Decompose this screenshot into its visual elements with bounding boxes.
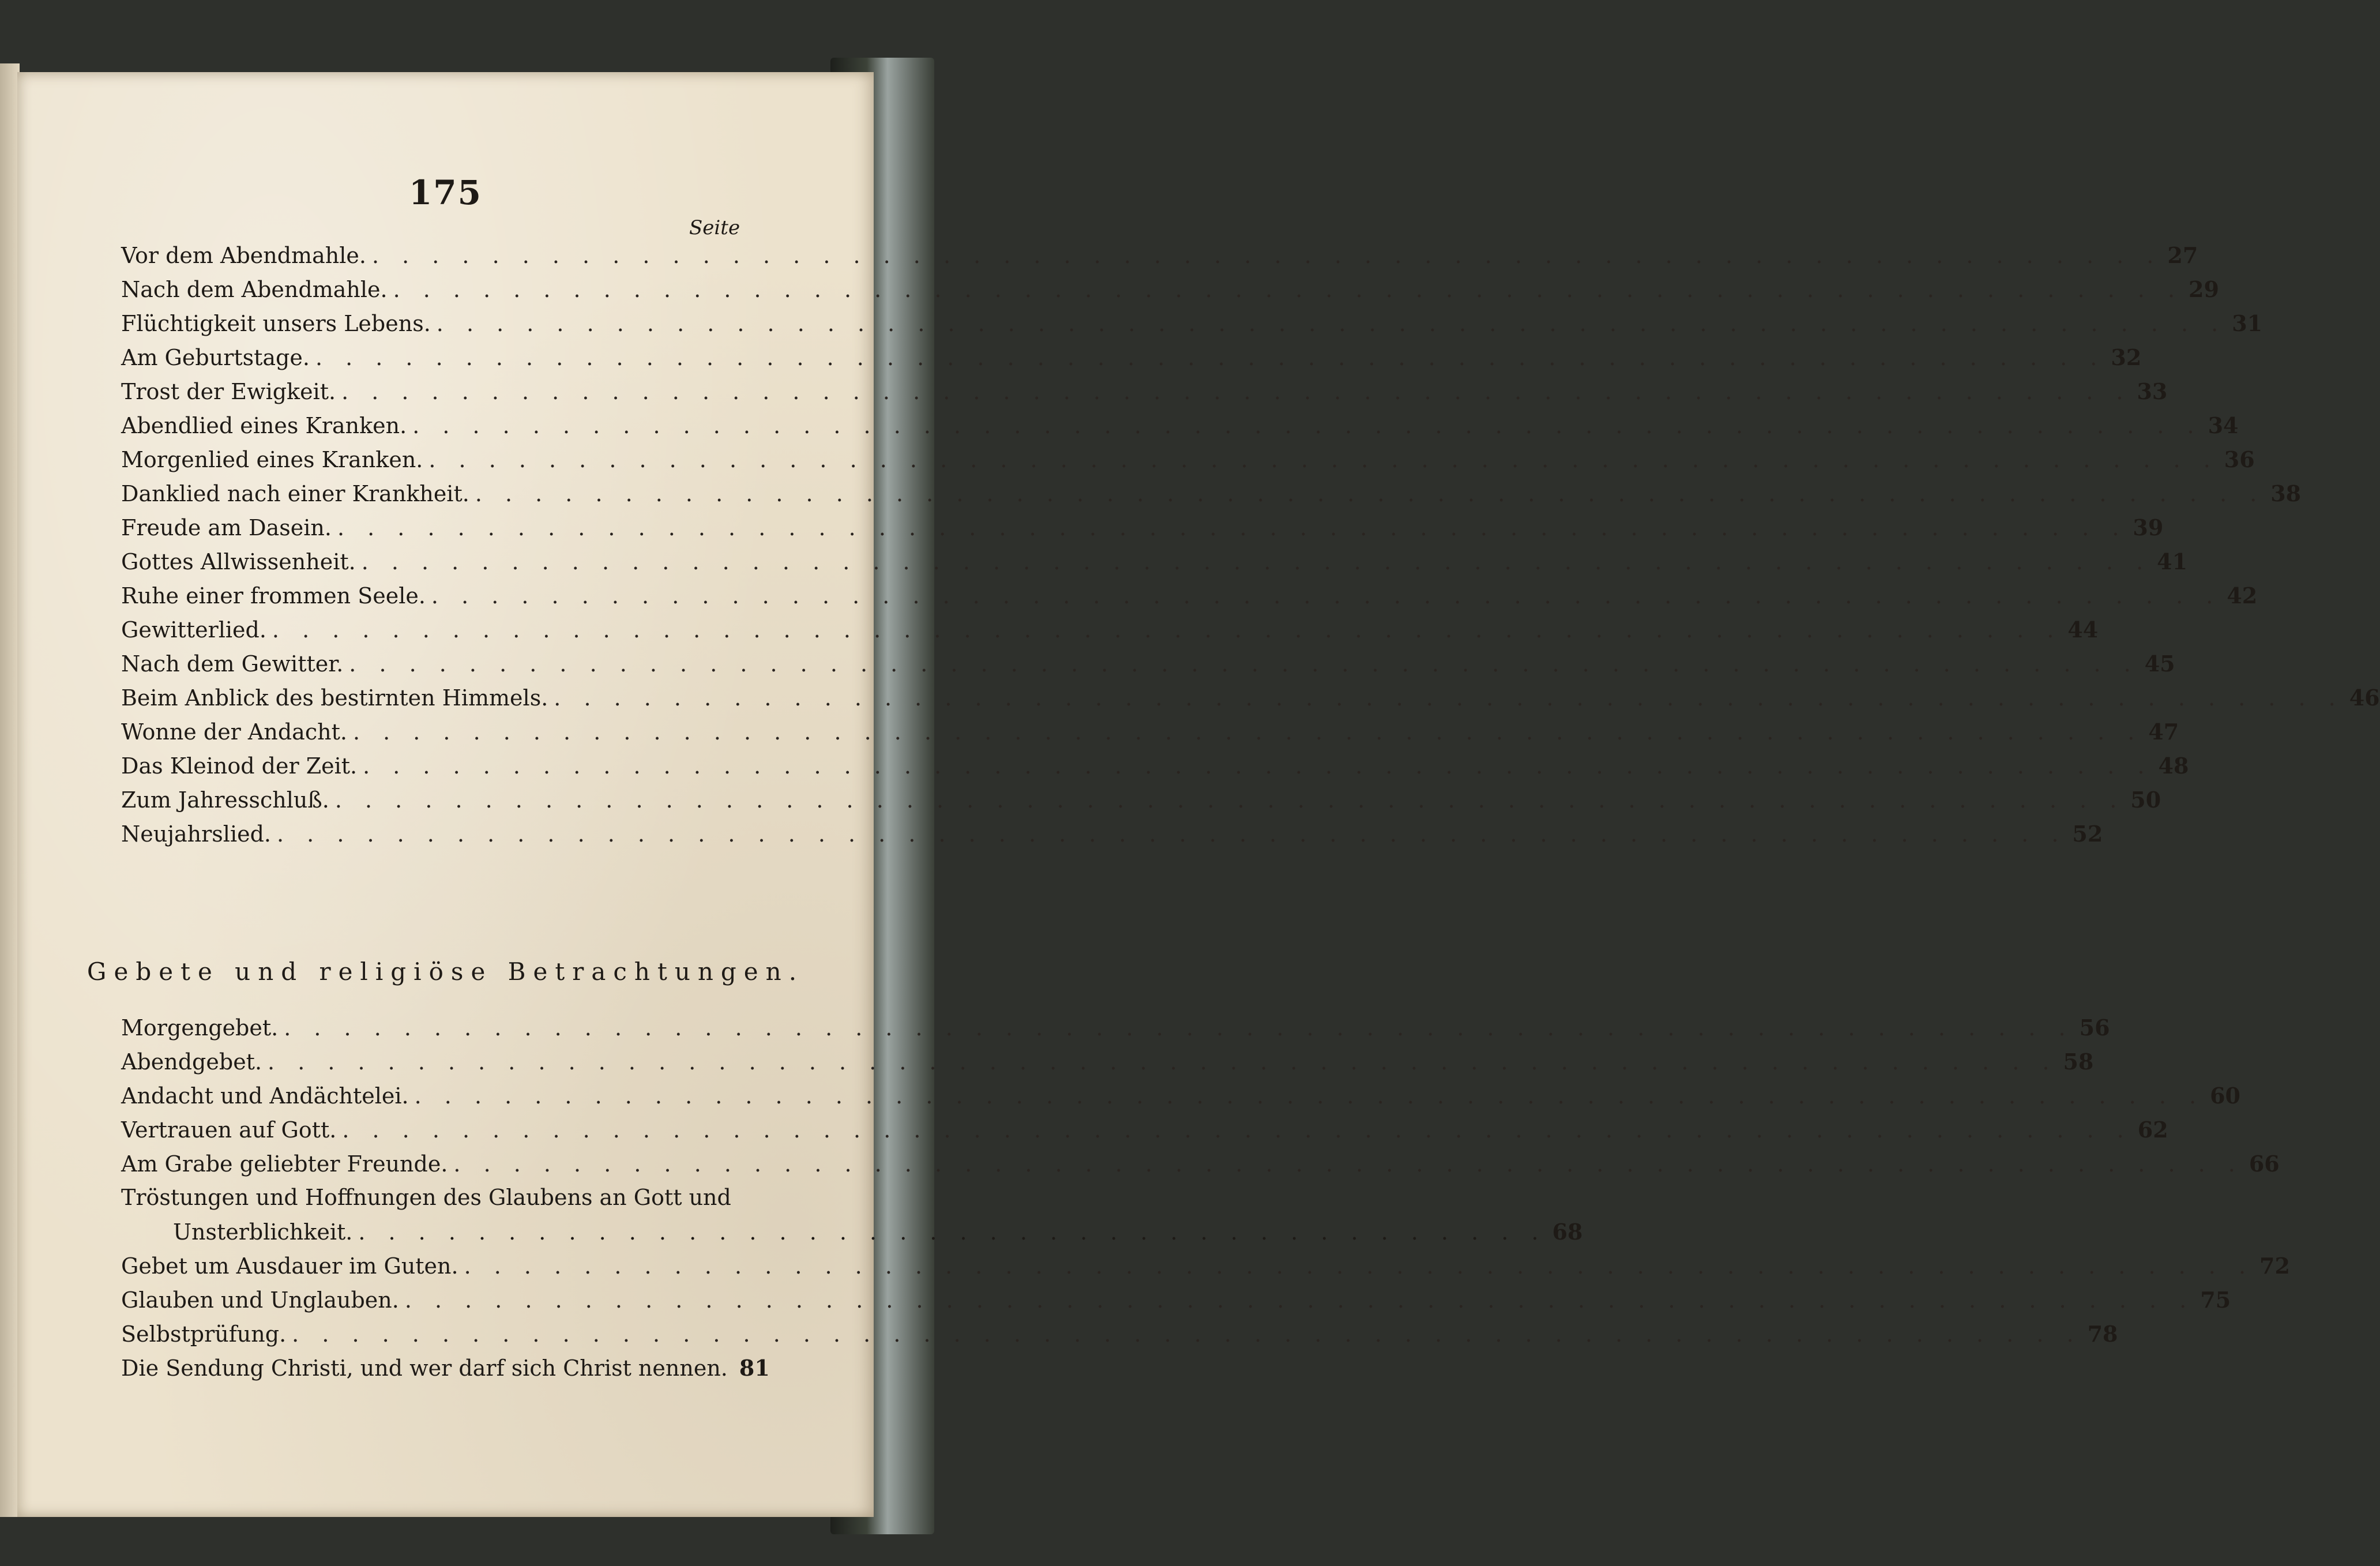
toc-entry xyxy=(121,1113,2168,1147)
toc-entry-page: 31 xyxy=(2232,310,2263,336)
toc-entry-page: 45 xyxy=(2144,651,2175,677)
facing-page-edge xyxy=(0,63,20,1517)
toc-list-prayers xyxy=(121,1011,2290,1385)
toc-entry-title: Die Sendung Christi, und wer darf sich Christ nennen. xyxy=(121,1355,728,1381)
toc-entry-page: 34 xyxy=(2208,412,2239,438)
toc-entry-title: Gebet um Ausdauer im Guten. xyxy=(121,1253,458,1279)
toc-entry xyxy=(121,238,2198,272)
toc-entry-page: 38 xyxy=(2270,480,2302,506)
dot-leader: . . . . . . . . . . . . . . . . . . . . . . . . . . . . . . . . . . . . . . . . . . . . . . . . . . . . . . . . . . . . xyxy=(393,277,2183,302)
toc-entry xyxy=(121,306,2263,340)
toc-entry-page: 72 xyxy=(2259,1253,2290,1279)
toc-entry-title: Zum Jahresschluß. xyxy=(121,787,329,813)
toc-entry xyxy=(121,1079,2240,1113)
dot-leader: . . . . . . . . . . . . . . . . . . . . . . . . . . . . . . . . . . . . . . . . . . . . . . . . . . . . . . . . . . . . xyxy=(428,447,2219,472)
toc-entry-page: 42 xyxy=(2227,583,2258,609)
toc-entry-title: Gewitterlied. xyxy=(121,617,266,643)
toc-entry-page: 66 xyxy=(2249,1151,2280,1177)
toc-entry-title: Morgengebet. xyxy=(121,1015,279,1041)
toc-entry-page: 46 xyxy=(2349,685,2380,711)
toc-entry xyxy=(121,749,2189,783)
toc-entry-title: Freude am Dasein. xyxy=(121,515,332,540)
toc-entry-page: 68 xyxy=(1552,1219,1583,1245)
toc-entry xyxy=(121,1011,2110,1045)
toc-entry xyxy=(121,272,2219,306)
page-column-label: Seite xyxy=(689,216,740,239)
dot-leader: . . . . . . . . . . . . . . . . . . . . . . . . . . . . . . . . . . . . . . . . . . . . . . . . . . . . . . . . . . . . xyxy=(268,1049,2058,1075)
toc-entry xyxy=(121,374,2168,408)
toc-entry-page: 52 xyxy=(2072,821,2103,847)
toc-entry-page: 60 xyxy=(2210,1083,2240,1109)
toc-entry-page: 39 xyxy=(2133,515,2164,540)
dot-leader: . . . . . . . . . . . . . . . . . . . . . . . . . . . . . . . . . . . . . . . . . . . . . . . . . . . . . . . . . . . . xyxy=(342,1117,2132,1143)
toc-entry-title: Das Kleinod der Zeit. xyxy=(121,753,358,779)
dot-leader: . . . . . . . . . . . . . . . . . . . . . . . . . . . . . . . . . . . . . . . . . . . . . . . . . . . . . . . . . . . . xyxy=(414,1083,2205,1109)
dot-leader: . . . . . . . . . . . . . . . . . . . . . . . . . . . . . . . . . . . . . . . . xyxy=(358,1219,1547,1245)
toc-entry-title: Vertrauen auf Gott. xyxy=(121,1117,337,1143)
toc-entry-page: 41 xyxy=(2157,549,2188,574)
dot-leader: . . . . . . . . . . . . . . . . . . . . . . . . . . . . . . . . . . . . . . . . . . . . . . . . . . . . . . . . . . . . xyxy=(363,753,2153,779)
toc-entry-title: Tröstungen und Hoffnungen des Glaubens an Gott und xyxy=(121,1185,731,1210)
toc-entry-page: 27 xyxy=(2167,242,2198,268)
dot-leader: . . . . . . . . . . . . . . . . . . . . . . . . . . . . . . . . . . . . . . . . . . . . . . . . . . . . . . . . . . . . xyxy=(412,413,2202,438)
toc-entry xyxy=(121,442,2255,476)
toc-entry xyxy=(121,340,2142,374)
dot-leader: . . . . . . . . . . . . . . . . . . . . . . . . . . . . . . . . . . . . . . . . . . . . . . . . . . . . . . . . . . . . xyxy=(436,311,2227,336)
toc-entry-title: Nach dem Abendmahle. xyxy=(121,277,388,302)
page-number: 175 xyxy=(408,173,483,212)
toc-entry-title: Abendlied eines Kranken. xyxy=(121,413,407,438)
toc-entry-page: 78 xyxy=(2087,1321,2118,1347)
dot-leader: . . . . . . . . . . . . . . . . . . . . . . . . . . . . . . . . . . . . . . . . . . . . . . . . . . . . . . . . . . . . xyxy=(277,821,2067,847)
toc-entry-page: 81 xyxy=(739,1355,770,1381)
toc-entry xyxy=(121,1283,2231,1317)
dot-leader: . . . . . . . . . . . . . . . . . . . . . . . . . . . . . . . . . . . . . . . . . . . . . . . . . . . . . . . . . . . . xyxy=(352,719,2143,745)
toc-entry-page: 56 xyxy=(2079,1015,2110,1041)
toc-entry xyxy=(121,1317,2118,1351)
toc-entry xyxy=(121,408,2239,442)
toc-entry xyxy=(121,1249,2290,1283)
dot-leader: . . . . . . . . . . . . . . . . . . . . . . . . . . . . . . . . . . . . . . . . . . . . . . . . . . . . . . . . . . . . xyxy=(337,515,2127,540)
dot-leader: . . . . . . . . . . . . . . . . . . . . . . . . . . . . . . . . . . . . . . . . . . . . . . . . . . . . . . . . . . . . xyxy=(292,1321,2082,1347)
dot-leader: . . . . . . . . . . . . . . . . . . . . . . . . . . . . . . . . . . . . . . . . . . . . . . . . . . . . . . . . . . . . xyxy=(554,685,2344,711)
toc-entry-page: 47 xyxy=(2148,719,2179,745)
toc-entry xyxy=(121,544,2188,579)
toc-entry-title: Vor dem Abendmahle. xyxy=(121,243,366,268)
toc-entry xyxy=(121,715,2179,749)
toc-entry-title: Morgenlied eines Kranken. xyxy=(121,447,423,472)
toc-entry-page: 44 xyxy=(2067,617,2099,643)
dot-leader: . . . . . . . . . . . . . . . . . . . . . . . . . . . . . . . . . . . . . . . . . . . . . . . . . . . . . . . . . . . . xyxy=(361,549,2152,574)
section-heading: Gebete und religiöse Betrachtungen. xyxy=(87,957,804,986)
dot-leader: . . . . . . . . . . . . . . . . . . . . . . . . . . . . . . . . . . . . . . . . . . . . . . . . . . . . . . . . . . . . xyxy=(334,787,2125,813)
dot-leader: . . . . . . . . . . . . . . . . . . . . . . . . . . . . . . . . . . . . . . . . . . . . . . . . . . . . . . . . . . . . xyxy=(404,1287,2195,1313)
toc-list xyxy=(121,238,2380,851)
toc-entry-page: 48 xyxy=(2158,753,2189,779)
dot-leader: . . . . . . . . . . . . . . . . . . . . . . . . . . . . . . . . . . . . . . . . . . . . . . . . . . . . . . . . . . . . xyxy=(284,1015,2074,1041)
toc-entry-multiline xyxy=(121,1181,1583,1249)
toc-entry-page: 75 xyxy=(2200,1287,2231,1313)
dot-leader: . . . . . . . . . . . . . . . . . . . . . . . . . . . . . . . . . . . . . . . . . . . . . . . . . . . . . . . . . . . . xyxy=(475,481,2265,506)
toc-entry-page: 32 xyxy=(2111,344,2142,370)
toc-entry xyxy=(121,579,2258,613)
toc-entry-title: Am Grabe geliebter Freunde. xyxy=(121,1151,448,1177)
dot-leader: . . . . . . . . . . . . . . . . . . . . . . . . . . . . . . . . . . . . . . . . . . . . . . . . . . . . . . . . . . . . xyxy=(453,1151,2243,1177)
toc-entry-title: Ruhe einer frommen Seele. xyxy=(121,583,426,609)
dot-leader: . . . . . . . . . . . . . . . . . . . . . . . . . . . . . . . . . . . . . . . . . . . . . . . . . . . . . . . . . . . . xyxy=(349,651,2139,677)
dot-leader: . . . . . . . . . . . . . . . . . . . . . . . . . . . . . . . . . . . . . . . . . . . . . . . . . . . . . . . . . . . . xyxy=(464,1253,2254,1279)
dot-leader: . . . . . . . . . . . . . . . . . . . . . . . . . . . . . . . . . . . . . . . . . . . . . . . . . . . . . . . . . . . . xyxy=(315,345,2105,370)
dot-leader: . . . . . . . . . . . . . . . . . . . . . . . . . . . . . . . . . . . . . . . . . . . . . . . . . . . . . . . . . . . . xyxy=(341,379,2131,404)
toc-entry-title: Flüchtigkeit unsers Lebens. xyxy=(121,311,431,336)
book-page xyxy=(17,72,2380,1517)
toc-entry-title-continued: Unsterblichkeit. xyxy=(173,1219,353,1245)
toc-entry xyxy=(121,817,2103,851)
toc-entry-title: Gottes Allwissenheit. xyxy=(121,549,356,574)
toc-entry xyxy=(121,1351,770,1385)
toc-entry-title: Neujahrslied. xyxy=(121,821,271,847)
toc-entry-page: 33 xyxy=(2137,378,2168,404)
toc-entry xyxy=(121,476,2302,510)
toc-entry-title: Selbstprüfung. xyxy=(121,1321,287,1347)
toc-entry-title: Wonne der Andacht. xyxy=(121,719,347,745)
dot-leader: . . . . . . . . . . . . . . . . . . . . . . . . . . . . . . . . . . . . . . . . . . . . . . . . . . . . . . . . . . . . xyxy=(431,583,2221,609)
toc-entry xyxy=(121,681,2380,715)
toc-entry-page: 36 xyxy=(2224,446,2255,472)
toc-entry-title: Beim Anblick des bestirnten Himmels. xyxy=(121,685,548,711)
toc-entry xyxy=(121,613,2099,647)
toc-entry-page: 29 xyxy=(2189,276,2219,302)
toc-entry-title: Trost der Ewigkeit. xyxy=(121,379,336,404)
toc-entry-title: Am Geburtstage. xyxy=(121,345,310,370)
toc-entry-page: 58 xyxy=(2063,1049,2094,1075)
toc-entry-page: 62 xyxy=(2137,1117,2168,1143)
toc-entry-title: Abendgebet. xyxy=(121,1049,262,1075)
dot-leader: . . . . . . . . . . . . . . . . . . . . . . . . . . . . . . . . . . . . . . . . . . . . . . . . . . . . . . . . . . . . xyxy=(272,617,2062,643)
toc-entry xyxy=(121,510,2164,544)
toc-entry-title: Andacht und Andächtelei. xyxy=(121,1083,409,1109)
toc-entry xyxy=(121,647,2175,681)
toc-entry xyxy=(121,783,2161,817)
toc-entry xyxy=(121,1045,2094,1079)
toc-entry xyxy=(121,1147,2280,1181)
toc-entry-title: Glauben und Unglauben. xyxy=(121,1287,399,1313)
toc-entry-page: 50 xyxy=(2130,787,2161,813)
dot-leader: . . . . . . . . . . . . . . . . . . . . . . . . . . . . . . . . . . . . . . . . . . . . . . . . . . . . . . . . . . . . xyxy=(371,243,2162,268)
toc-entry-title: Danklied nach einer Krankheit. xyxy=(121,481,469,506)
toc-entry-title: Nach dem Gewitter. xyxy=(121,651,344,677)
